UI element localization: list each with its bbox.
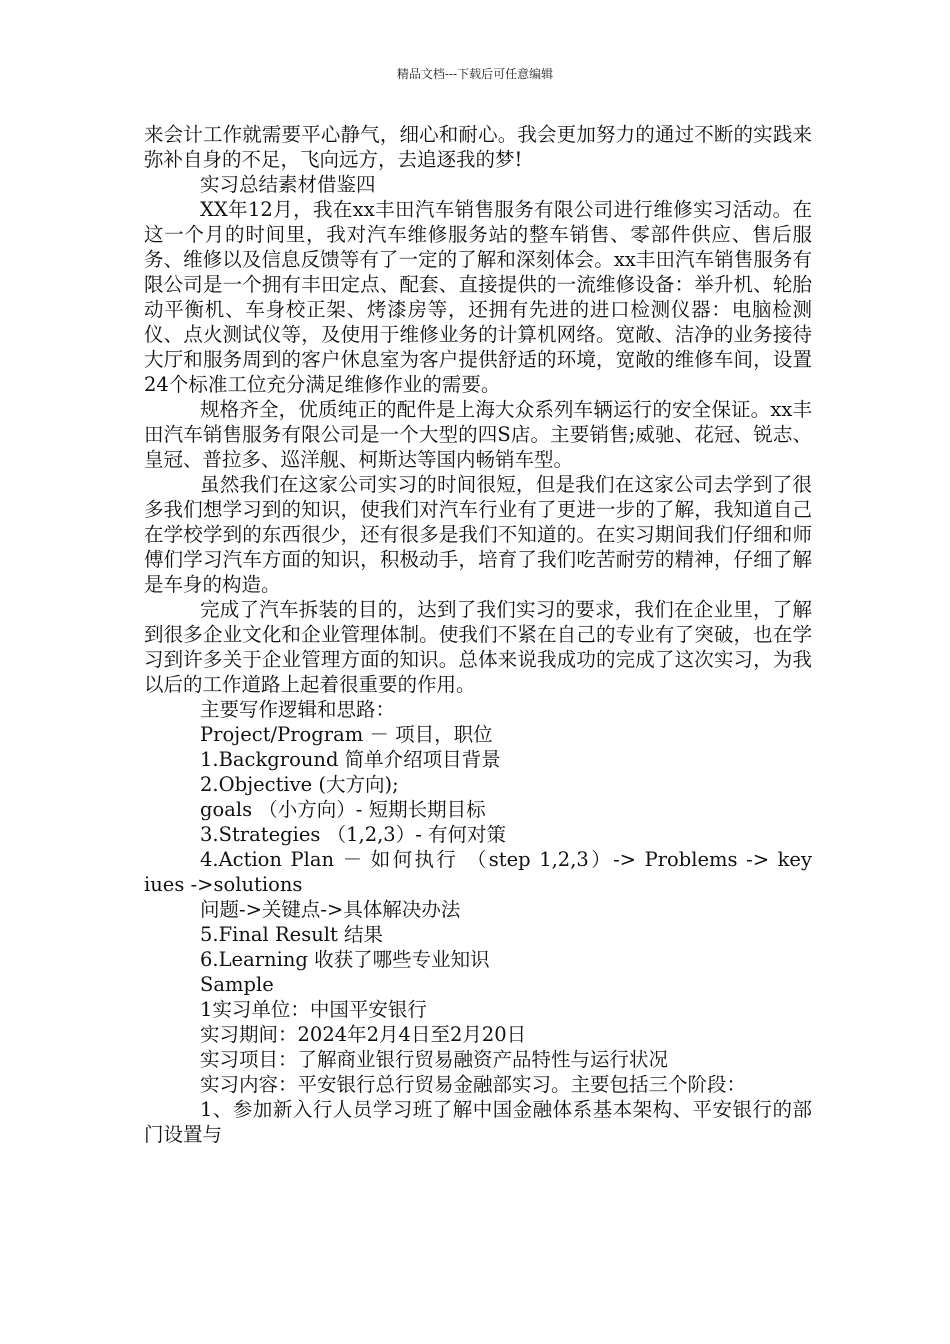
paragraph: 规格齐全，优质纯正的配件是上海大众系列车辆运行的安全保证。xx丰田汽车销售服务有限公司是一个大型的四S店。主要销售;威驰、花冠、锐志、皇冠、普拉多、巡洋舰、柯斯达等国内畅销车型。 (144, 398, 812, 471)
paragraph: 4.Action Plan － 如何执行 （step 1,2,3）-> Problems -> key iues ->solutions (144, 848, 812, 896)
paragraph: 问题->关键点->具体解决办法 (200, 898, 461, 921)
paragraph: 5.Final Result 结果 (200, 923, 384, 946)
paragraph: 2.Objective (大方向); (200, 773, 399, 796)
paragraph: 1、参加新入行人员学习班了解中国金融体系基本架构、平安银行的部门设置与 (144, 1098, 812, 1146)
paragraph: 6.Learning 收获了哪些专业知识 (200, 948, 490, 971)
paragraph: 实习项目：了解商业银行贸易融资产品特性与运行状况 (200, 1048, 669, 1071)
paragraph: 实习内容：平安银行总行贸易金融部实习。主要包括三个阶段： (200, 1073, 747, 1096)
paragraph: goals （小方向）- 短期长期目标 (200, 798, 486, 821)
document-body (144, 122, 812, 1147)
paragraph: 实习期间：2024年2月4日至2月20日 (200, 1023, 527, 1046)
paragraph: 完成了汽车拆装的目的，达到了我们实习的要求，我们在企业里，了解到很多企业文化和企业管理体制。使我们不紧在自己的专业有了突破，也在学习到许多关于企业管理方面的知识。总体来说我成功的完成了这次实习，为我以后的工作道路上起着很重要的作用。 (144, 598, 812, 696)
paragraph: Sample (200, 973, 274, 996)
paragraph: 实习总结素材借鉴四 (200, 173, 376, 196)
paragraph: Project/Program － 项目，职位 (200, 723, 493, 746)
paragraph: 1实习单位：中国平安银行 (200, 998, 427, 1021)
paragraph: 主要写作逻辑和思路： (200, 698, 396, 721)
paragraph: 虽然我们在这家公司实习的时间很短，但是我们在这家公司去学到了很多我们想学习到的知识，使我们对汽车行业有了更进一步的了解，我知道自己在学校学到的东西很少，还有很多是我们不知道的。在实习期间我们仔细和师傅们学习汽车方面的知识，积极动手，培育了我们吃苦耐劳的精神，仔细了解是车身的构造。 (144, 473, 812, 596)
paragraph: XX年12月，我在xx丰田汽车销售服务有限公司进行维修实习活动。在这一个月的时间里，我对汽车维修服务站的整车销售、零部件供应、售后服务、维修以及信息反馈等有了一定的了解和深刻体会。xx丰田汽车销售服务有限公司是一个拥有丰田定点、配套、直接提供的一流维修设备：举升机、轮胎动平衡机、车身校正架、烤漆房等，还拥有先进的进口检测仪器：电脑检测仪、点火测试仪等，及使用于维修业务的计算机网络。宽敞、洁净的业务接待大厅和服务周到的客户休息室为客户提供舒适的环境，宽敞的维修车间，设置24个标准工位充分满足维修作业的需要。 (144, 198, 812, 396)
paragraph: 1.Background 简单介绍项目背景 (200, 748, 501, 771)
paragraph: 来会计工作就需要平心静气，细心和耐心。我会更加努力的通过不断的实践来弥补自身的不足，飞向远方，去追逐我的梦! (144, 123, 812, 171)
page-header: 精品文档---下载后可任意编辑 (396, 67, 554, 81)
paragraph: 3.Strategies （1,2,3）- 有何对策 (200, 823, 506, 846)
